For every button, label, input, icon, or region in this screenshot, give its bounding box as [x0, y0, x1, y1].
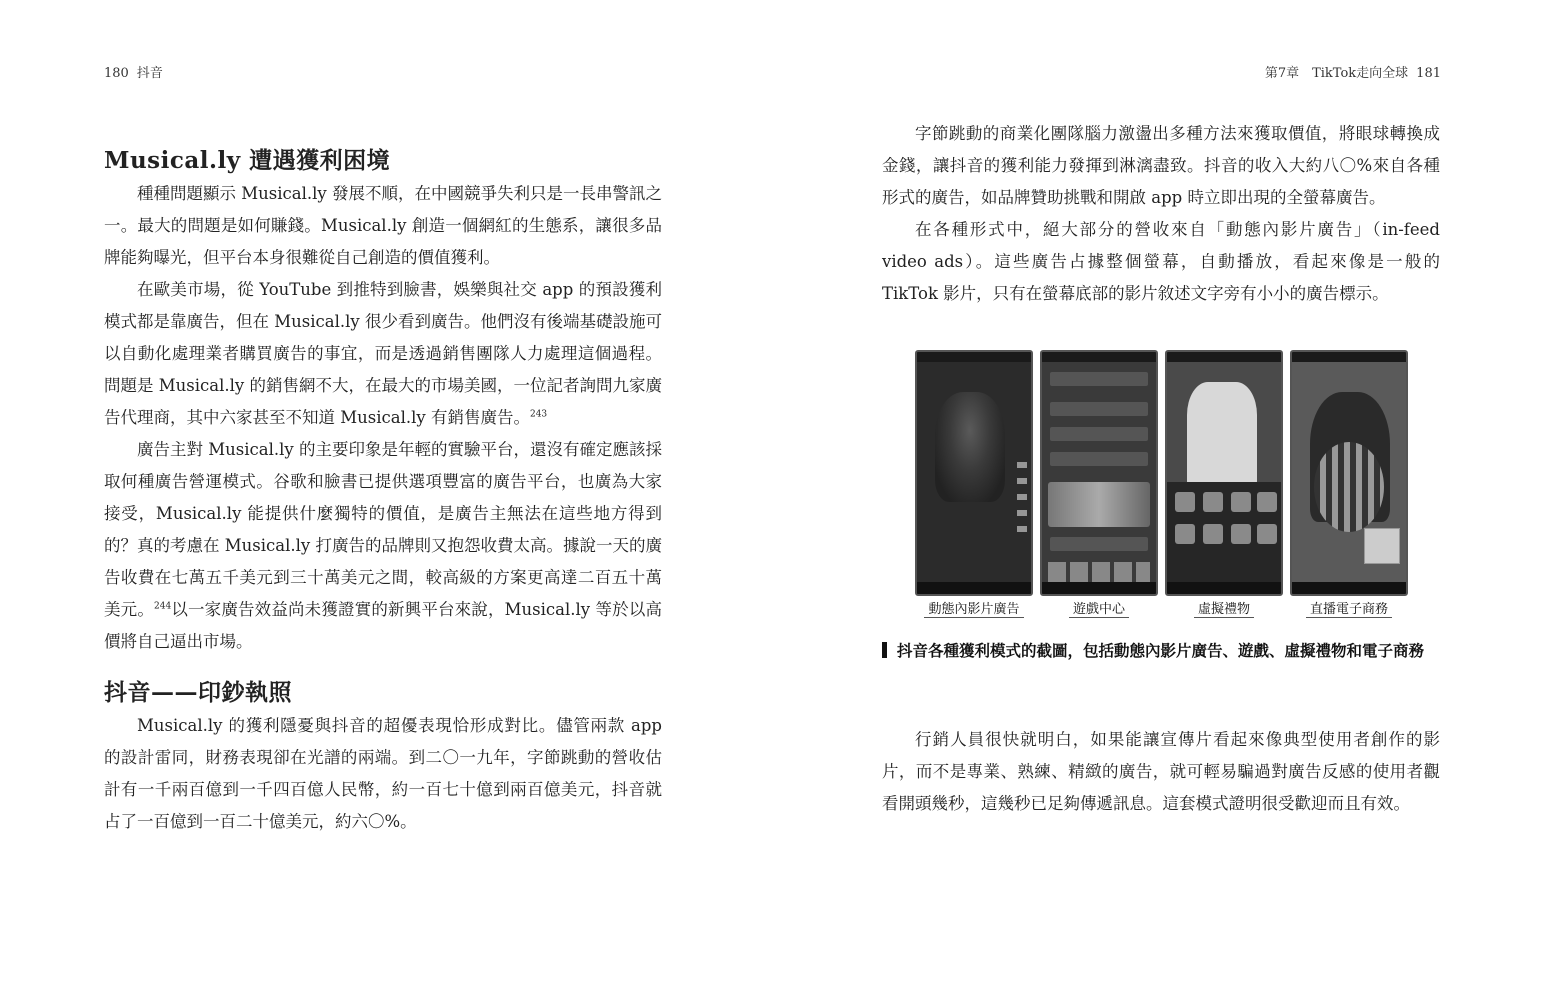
paragraph: 種種問題顯示 Musical.ly 發展不順，在中國競爭失利只是一長串警訊之一。最大的問題是如何賺錢。Musical.ly 創造一個網紅的生態系，讓很多品牌能夠曝光，但平台本身很難從自己創造的價值獲利。 — [104, 184, 662, 267]
page-number: 181 — [1416, 66, 1441, 81]
running-head-title: 第7章 TikTok走向全球 — [1264, 66, 1409, 81]
screenshot-virtual-gifts — [1165, 350, 1283, 596]
running-head-right — [1257, 62, 1441, 81]
section-heading: 抖音——印鈔執照 — [104, 679, 292, 706]
footnote-marker: 243 — [529, 409, 548, 420]
section-heading: Musical.ly 遭遇獲利困境 — [104, 147, 391, 174]
screenshot-game-center — [1040, 350, 1158, 596]
footnote-marker: 244 — [154, 601, 172, 612]
page-number: 180 — [104, 66, 129, 81]
paragraph: 廣告主對 Musical.ly 的主要印象是年輕的實驗平台，還沒有確定應該採取何種廣告營運模式。谷歌和臉書已提供選項豐富的廣告平台，也廣為大家接受，Musical.ly 能提供什麼獨特的價值，是廣告主無法在這些地方得到的？真的考慮在 Musical.ly 打廣告的品牌則又抱怨收費太高。據說一天的廣告收費在七萬五千美元到三十萬美元之間，較高級的方案更高達二百五十萬美元。$^{244}$以一家廣告效益尚未獲證實的新興平台來說，Musical.ly 等於以高價將自己逼出市場。 — [104, 440, 662, 651]
screenshot-feed-ad — [915, 350, 1033, 596]
figure-caption-label: 遊戲中心 — [1040, 598, 1158, 617]
left-column — [104, 144, 662, 838]
screenshot-figure — [915, 350, 1410, 620]
screenshot-live-commerce — [1290, 350, 1408, 596]
paragraph: 字節跳動的商業化團隊腦力激盪出多種方法來獲取價值，將眼球轉換成金錢，讓抖音的獲利能力發揮到淋漓盡致。抖音的收入大約八〇%來自各種形式的廣告，如品牌贊助挑戰和開啟 app 時立即出現的全螢幕廣告。 — [882, 124, 1440, 207]
running-head-left — [104, 62, 171, 81]
right-column-top — [882, 118, 1440, 310]
right-column-bottom — [882, 724, 1440, 820]
caption-bar-icon — [882, 642, 887, 658]
figure-caption: 抖音各種獲利模式的截圖，包括動態內影片廣告、遊戲、虛擬禮物和電子商務 — [882, 638, 1444, 664]
paragraph: Musical.ly 的獲利隱憂與抖音的超優表現恰形成對比。儘管兩款 app 的設計雷同，財務表現卻在光譜的兩端。到二〇一九年，字節跳動的營收估計有一千兩百億到一千四百億人民幣，約一百七十億到兩百億美元，抖音就占了一百億到一百二十億美元，約六〇%。 — [104, 716, 662, 831]
figure-caption-label: 動態內影片廣告 — [915, 598, 1033, 617]
figure-caption-label: 直播電子商務 — [1290, 598, 1408, 617]
paragraph: 在歐美市場，從 YouTube 到推特到臉書，娛樂與社交 app 的預設獲利模式都是靠廣告，但在 Musical.ly 很少看到廣告。他們沒有後端基礎設施可以自動化處理業者購買廣告的事宜，而是透過銷售團隊人力處理這個過程。問題是 Musical.ly 的銷售網不大，在最大的市場美國，一位記者詢問九家廣告代理商，其中六家甚至不知道 Musical.ly 有銷售廣告。$^{243}$ — [104, 280, 662, 427]
running-head-title: 抖音 — [136, 66, 163, 81]
figure-caption-label: 虛擬禮物 — [1165, 598, 1283, 617]
paragraph: 在各種形式中，絕大部分的營收來自「動態內影片廣告」（in-feed video ads）。這些廣告占據整個螢幕，自動播放，看起來像是一般的 TikTok 影片，只有在螢幕底部的影片敘述文字旁有小小的廣告標示。 — [882, 220, 1440, 303]
left-page — [0, 0, 772, 1000]
paragraph: 行銷人員很快就明白，如果能讓宣傳片看起來像典型使用者創作的影片，而不是專業、熟練、精緻的廣告，就可輕易騙過對廣告反感的使用者觀看開頭幾秒，這幾秒已足夠傳遞訊息。這套模式證明很受歡迎而且有效。 — [882, 730, 1440, 813]
right-page — [772, 0, 1545, 1000]
